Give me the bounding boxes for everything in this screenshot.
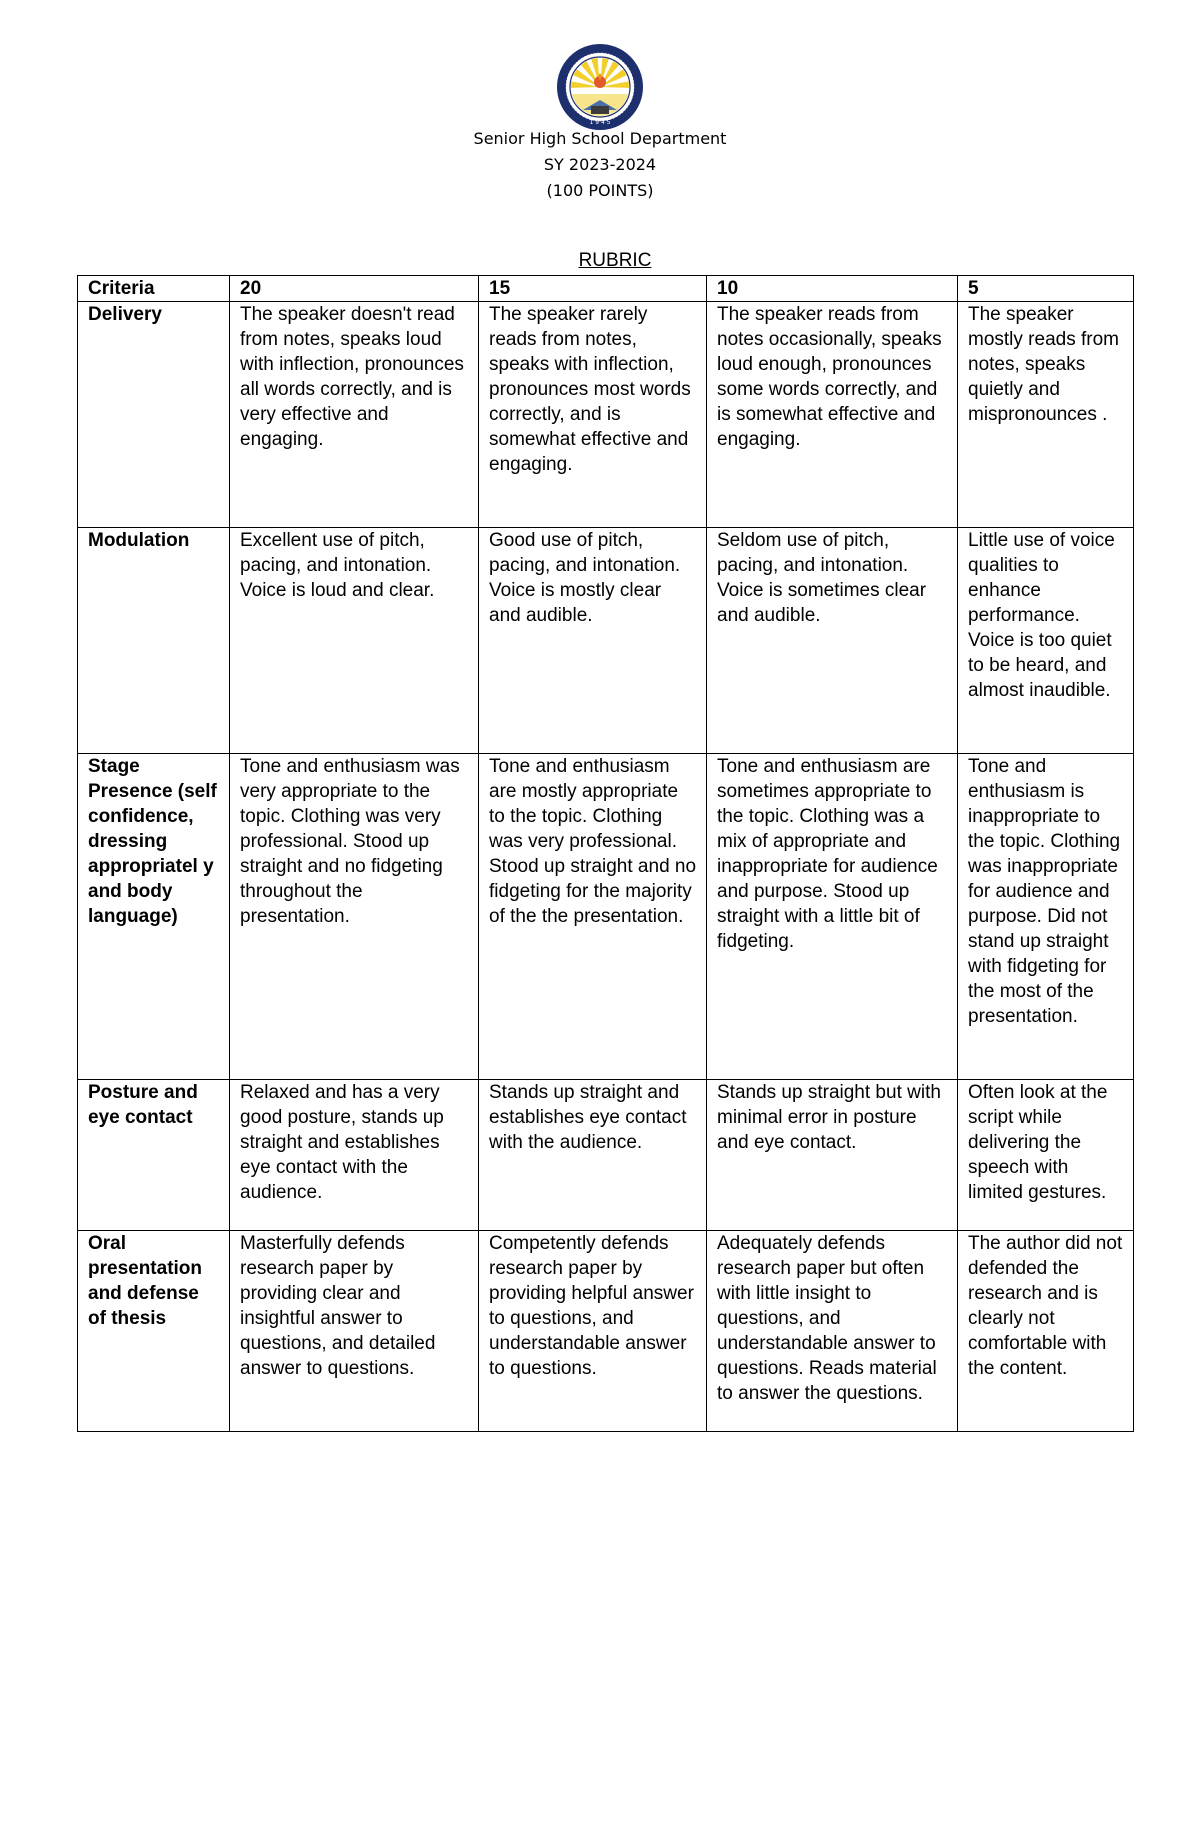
column-header-20: 20 <box>230 276 479 302</box>
rubric-table <box>77 275 1134 1432</box>
rubric-header-row <box>78 276 1134 302</box>
score-cell: Good use of pitch, pacing, and intonation. Voice is mostly clear and audible. <box>479 528 707 754</box>
column-header-5: 5 <box>958 276 1134 302</box>
score-cell: The speaker mostly reads from notes, speaks quietly and mispronounces . <box>958 302 1134 528</box>
column-header-criteria: Criteria <box>78 276 230 302</box>
score-cell: Masterfully defends research paper by providing clear and insightful answer to questions, and detailed answer to questions. <box>230 1231 479 1432</box>
rubric-title: RUBRIC <box>578 250 652 271</box>
score-cell: The speaker reads from notes occasionally, speaks loud enough, pronounces some words correctly, and is somewhat effective and engaging. <box>707 302 958 528</box>
table-row <box>78 754 1134 1080</box>
score-cell: Relaxed and has a very good posture, stands up straight and establishes eye contact with the audience. <box>230 1080 479 1231</box>
criteria-cell: Stage Presence (self confidence, dressing appropriatel y and body language) <box>78 754 230 1080</box>
score-cell: Little use of voice qualities to enhance performance. Voice is too quiet to be heard, and almost inaudible. <box>958 528 1134 754</box>
score-cell: Often look at the script while delivering the speech with limited gestures. <box>958 1080 1134 1231</box>
school-seal-logo <box>555 44 645 130</box>
table-row <box>78 1231 1134 1432</box>
score-cell: Tone and enthusiasm is inappropriate to the topic. Clothing was inappropriate for audience and purpose. Did not stand up straight with fidgeting for the most of the presentation. <box>958 754 1134 1080</box>
score-cell: The speaker doesn't read from notes, speaks loud with inflection, pronounces all words correctly, and is very effective and engaging. <box>230 302 479 528</box>
document-header <box>0 126 1200 204</box>
score-cell: Stands up straight but with minimal error in posture and eye contact. <box>707 1080 958 1231</box>
column-header-15: 15 <box>479 276 707 302</box>
total-points: (100 POINTS) <box>546 181 654 200</box>
score-cell: Adequately defends research paper but often with little insight to questions, and understandable answer to questions. Reads material to answer the questions. <box>707 1231 958 1432</box>
score-cell: The speaker rarely reads from notes, speaks with inflection, pronounces most words correctly, and is somewhat effective and engaging. <box>479 302 707 528</box>
score-cell: Stands up straight and establishes eye contact with the audience. <box>479 1080 707 1231</box>
criteria-cell: Posture and eye contact <box>78 1080 230 1231</box>
score-cell: Excellent use of pitch, pacing, and intonation. Voice is loud and clear. <box>230 528 479 754</box>
score-cell: Seldom use of pitch, pacing, and intonation. Voice is sometimes clear and audible. <box>707 528 958 754</box>
score-cell: Competently defends research paper by providing helpful answer to questions, and understandable answer to questions. <box>479 1231 707 1432</box>
school-year: SY 2023-2024 <box>543 155 657 174</box>
score-cell: Tone and enthusiasm are mostly appropriate to the topic. Clothing was very professional. Stood up straight and no fidgeting for the majority of the the presentation. <box>479 754 707 1080</box>
criteria-cell: Oral presentation and defense of thesis <box>78 1231 230 1432</box>
table-row <box>78 528 1134 754</box>
table-row <box>78 1080 1134 1231</box>
criteria-cell: Delivery <box>78 302 230 528</box>
column-header-10: 10 <box>707 276 958 302</box>
criteria-cell: Modulation <box>78 528 230 754</box>
score-cell: Tone and enthusiasm was very appropriate to the topic. Clothing was very professional. Stood up straight and no fidgeting throughout the presentation. <box>230 754 479 1080</box>
score-cell: Tone and enthusiasm are sometimes appropriate to the topic. Clothing was a mix of appropriate and inappropriate for audience and purpose. Stood up straight with a little bit of fidgeting. <box>707 754 958 1080</box>
department-name: Senior High School Department <box>473 129 727 148</box>
score-cell: The author did not defended the research and is clearly not comfortable with the content. <box>958 1231 1134 1432</box>
svg-text:1 9 4 5: 1 9 4 5 <box>589 119 611 126</box>
table-row <box>78 302 1134 528</box>
